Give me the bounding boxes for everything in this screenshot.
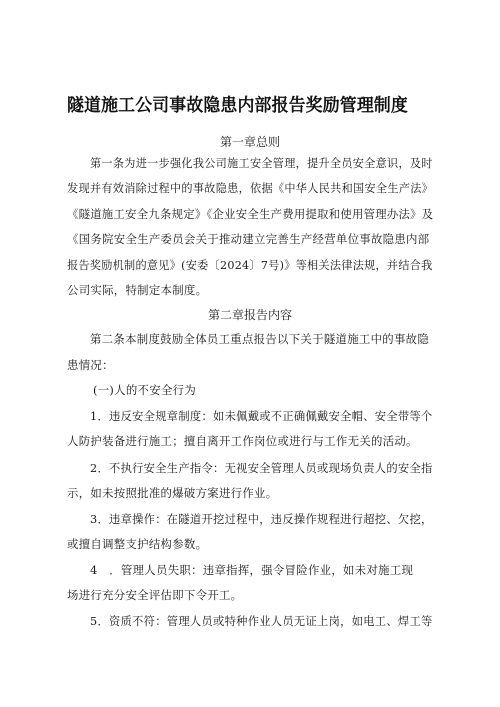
list-item-line: 5．资质不符：管理人员或特种作业人员无证上岗，如电工、焊工等 [90,614,433,628]
list-item-line: 2．不执行安全生产指令：无视安全管理人员或现场负责人的安全指 [90,461,433,475]
paragraph-line: 第一条为进一步强化我公司施工安全管理，提升全员安全意识，及时 [90,156,433,170]
list-item-line: 1．违反安全规章制度：如未佩戴或不正确佩戴安全帽、安全带等个 [90,409,433,423]
document-title: 隧道施工公司事故隐患内部报告奖励管理制度 [67,96,408,116]
paragraph-line: 《隧道施工安全九条规定》《企业安全生产费用提取和使用管理办法》及 [67,207,434,221]
paragraph-line: 报告奖励机制的意见》(安委〔2024〕7号)》等相关法律法规，并结合我 [67,258,433,272]
list-item-line: 或擅自调整支护结构参数。 [67,537,208,551]
list-item-line: 示，如未按照批准的爆破方案进行作业。 [67,486,278,500]
list-item-line: 4 ．管理人员失职：违章指挥，强令冒险作业，如未对施工现 [90,563,414,577]
paragraph-line: 公司实际，特制定本制度。 [67,283,208,297]
paragraph-line: 《国务院安全生产委员会关于推动建立完善生产经营单位事故隐患内部 [67,232,430,246]
list-item-line: 3．违章操作：在隧道开挖过程中，违反操作规程进行超挖、欠挖， [90,512,433,526]
list-item-line: 场进行充分安全评估即下令开工。 [67,588,243,602]
chapter-2-heading: 第二章报告内容 [207,308,292,322]
paragraph-line: 第二条本制度鼓励全体员工重点报告以下关于隧道施工中的事故隐 [90,332,430,346]
list-item-line: 人防护装备进行施工；擅自离开工作岗位或进行与工作无关的活动。 [67,434,418,448]
subsection-heading: (一)人的不安全行为 [93,383,197,397]
chapter-1-heading: 第一章总则 [219,135,280,149]
paragraph-line: 发现并有效消除过程中的事故隐患，依据《中华人民共和国安全生产法》 [67,181,434,195]
paragraph-line: 患情况： [67,358,114,372]
